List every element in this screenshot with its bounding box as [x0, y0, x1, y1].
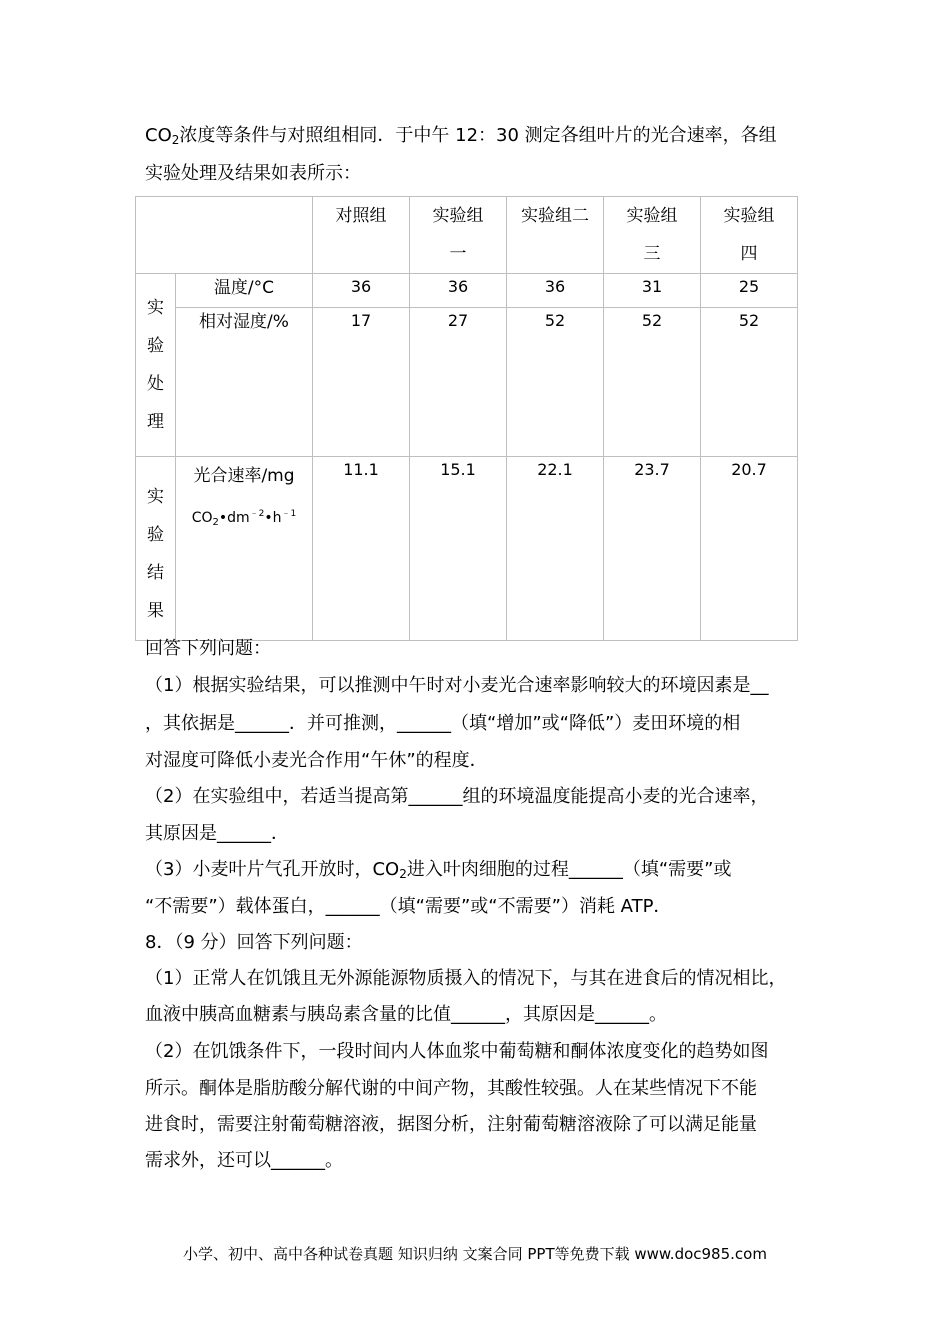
question-8-1-line-1: （1）正常人在饥饿且无外源能源物质摄入的情况下，与其在进食后的情况相比，	[145, 968, 787, 989]
photosynthesis-rate-value: 22.1	[507, 457, 604, 641]
header-corner-cell	[136, 197, 313, 274]
table-row-temperature	[136, 274, 798, 308]
photosynthesis-rate-label: 光合速率/mg $CO_2•dm^{﹣2}•h^{﹣1}$	[176, 457, 313, 641]
humidity-label: 相对湿度/%	[176, 308, 313, 457]
page-footer: 小学、初中、高中各种试卷真题 知识归纳 文案合同 PPT等免费下载 www.doc985.com	[183, 1245, 767, 1263]
co2-text: CO	[145, 125, 172, 146]
intro-line-2: 实验处理及结果如表所示：	[145, 163, 361, 184]
table-row-photosynthesis-rate	[136, 457, 798, 641]
result-group-label: 实 验 结 果	[136, 457, 176, 641]
experiment-table	[135, 196, 798, 641]
humidity-value: 52	[701, 308, 798, 457]
question-1-line-2: ，其依据是______．并可推测，______（填“增加”或“降低”）麦田环境的相	[145, 713, 741, 734]
question-3-line-2: “不需要”）载体蛋白，______（填“需要”或“不需要”）消耗 ATP．	[145, 896, 672, 917]
humidity-value: 17	[313, 308, 410, 457]
question-8-2-line-4: 需求外，还可以______。	[145, 1150, 343, 1171]
table-row-humidity	[136, 308, 798, 457]
treatment-group-label: 实 验 处 理	[136, 274, 176, 457]
header-cell-group-4: 实验组 四	[701, 197, 798, 274]
humidity-value: 52	[604, 308, 701, 457]
header-cell-group-2: 实验组二	[507, 197, 604, 274]
question-2-line-1: （2）在实验组中，若适当提高第______组的环境温度能提高小麦的光合速率，	[145, 786, 769, 807]
intro-line-1	[145, 124, 777, 152]
temperature-value: 31	[604, 274, 701, 308]
temperature-label: 温度/°C	[176, 274, 313, 308]
question-8-2-line-3: 进食时，需要注射葡萄糖溶液，据图分析，注射葡萄糖溶液除了可以满足能量	[145, 1114, 757, 1135]
question-2-line-2: 其原因是______．	[145, 823, 289, 844]
question-3-line-1: （3）小麦叶片气孔开放时，$CO_2$进入叶肉细胞的过程______（填“需要”或	[145, 859, 732, 881]
photosynthesis-rate-value: 20.7	[701, 457, 798, 641]
table-header-row	[136, 197, 798, 274]
temperature-value: 36	[410, 274, 507, 308]
question-8-2-line-2: 所示。酮体是脂肪酸分解代谢的中间产物，其酸性较强。人在某些情况下不能	[145, 1078, 757, 1099]
intro-line-1-rest: 浓度等条件与对照组相同．于中午 12：30 测定各组叶片的光合速率，各组	[179, 125, 777, 146]
header-cell-group-3: 实验组 三	[604, 197, 701, 274]
photosynthesis-rate-value: 23.7	[604, 457, 701, 641]
humidity-value: 52	[507, 308, 604, 457]
questions-intro: 回答下列问题：	[145, 638, 271, 659]
question-1-line-1: （1）根据实验结果，可以推测中午时对小麦光合速率影响较大的环境因素是__	[145, 675, 769, 696]
question-8-1-line-2: 血液中胰高血糖素与胰岛素含量的比值______，其原因是______。	[145, 1004, 667, 1025]
header-cell-group-1: 实验组 一	[410, 197, 507, 274]
humidity-value: 27	[410, 308, 507, 457]
co2-subscript: 2	[171, 133, 180, 147]
question-8-2-line-1: （2）在饥饿条件下，一段时间内人体血浆中葡萄糖和酮体浓度变化的趋势如图	[145, 1041, 769, 1062]
temperature-value: 36	[313, 274, 410, 308]
temperature-value: 36	[507, 274, 604, 308]
temperature-value: 25	[701, 274, 798, 308]
question-8-heading: 8．（9 分）回答下列问题：	[145, 932, 363, 953]
photosynthesis-rate-value: 11.1	[313, 457, 410, 641]
photosynthesis-rate-value: 15.1	[410, 457, 507, 641]
header-cell-control: 对照组	[313, 197, 410, 274]
question-1-line-3: 对湿度可降低小麦光合作用“午休”的程度．	[145, 750, 488, 771]
